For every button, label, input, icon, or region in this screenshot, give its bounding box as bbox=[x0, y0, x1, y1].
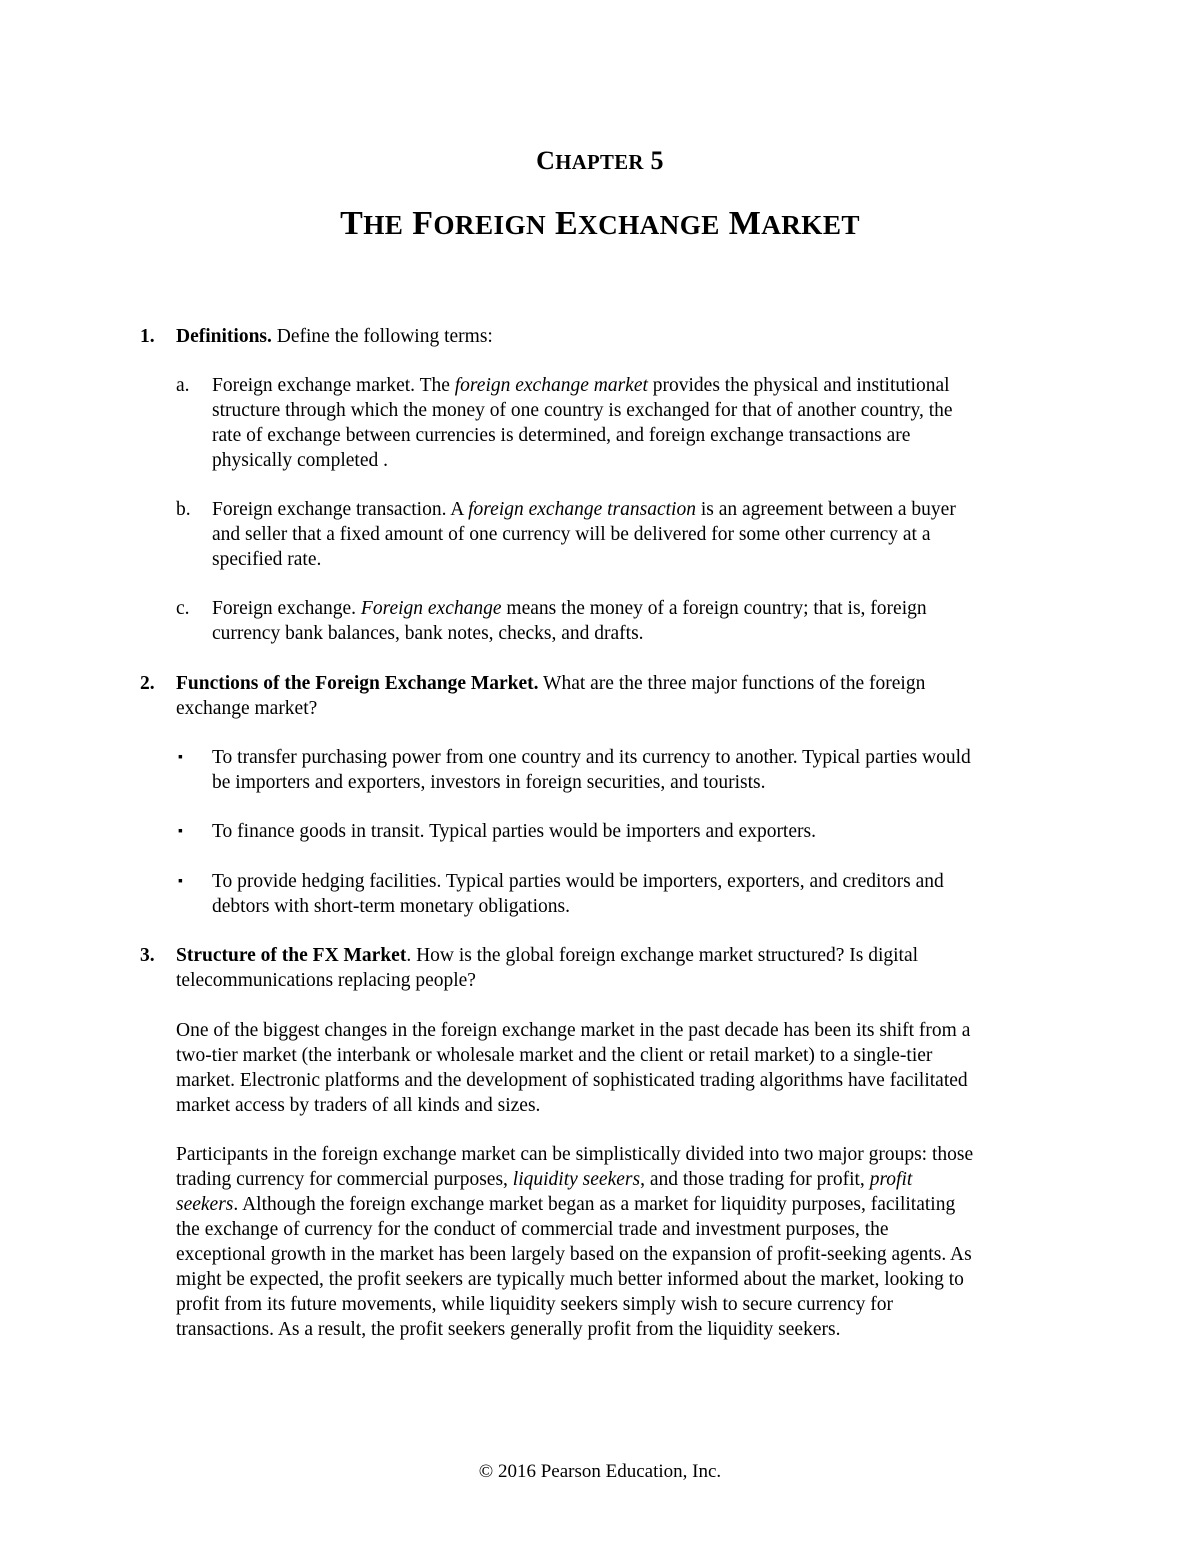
question-heading: Structure of the FX Market bbox=[176, 945, 407, 966]
question-prompt: telecommunications replacing people? bbox=[176, 970, 476, 991]
bullet-text bbox=[212, 819, 1062, 844]
italic-term: foreign exchange market bbox=[454, 375, 648, 396]
bullet-text bbox=[212, 869, 1062, 919]
text-line: To transfer purchasing power from one country and its currency to another. Typical parties would bbox=[212, 747, 971, 768]
text-line: specified rate. bbox=[212, 549, 322, 570]
text-line: currency bank balances, bank notes, checks, and drafts. bbox=[212, 623, 644, 644]
question-text bbox=[176, 324, 1066, 349]
question-prompt: What are the three major functions of the foreign bbox=[538, 673, 926, 694]
question-prompt: exchange market? bbox=[176, 698, 318, 719]
definition-text bbox=[212, 373, 1062, 473]
text-run: , and those trading for profit, bbox=[640, 1169, 870, 1190]
text-line: market. Electronic platforms and the development of sophisticated trading algorithms have facilitated bbox=[176, 1070, 968, 1091]
text-line: exceptional growth in the market has been largely based on the expansion of profit-seeking agents. As bbox=[176, 1244, 972, 1265]
paragraph-text bbox=[176, 1142, 1066, 1342]
italic-term: seekers bbox=[176, 1194, 234, 1215]
text-run: means the money of a foreign country; that is, foreign bbox=[501, 598, 927, 619]
italic-term: Foreign exchange bbox=[360, 598, 502, 619]
text-line: structure through which the money of one country is exchanged for that of another country, the bbox=[212, 400, 953, 421]
copyright-footer: © 2016 Pearson Education, Inc. bbox=[478, 1461, 722, 1482]
chapter-label: CHAPTER 5 bbox=[536, 146, 664, 175]
text-line: rate of exchange between currencies is determined, and foreign exchange transactions are bbox=[212, 425, 911, 446]
question-text bbox=[176, 671, 1066, 721]
text-line: One of the biggest changes in the foreign exchange market in the past decade has been its shift from a bbox=[176, 1020, 971, 1041]
text-run: Foreign exchange market. The bbox=[212, 375, 455, 396]
text-line: profit from its future movements, while liquidity seekers simply wish to secure currency for bbox=[176, 1294, 893, 1315]
question-number: 1. bbox=[140, 326, 155, 347]
item-letter: b. bbox=[176, 499, 191, 520]
square-bullet-icon: ▪ bbox=[178, 750, 183, 765]
text-run: is an agreement between a buyer bbox=[695, 499, 956, 520]
question-prompt: . How is the global foreign exchange market structured? Is digital bbox=[406, 945, 919, 966]
text-line: might be expected, the profit seekers are typically much better informed about the market, looking to bbox=[176, 1269, 964, 1290]
item-letter: a. bbox=[176, 375, 190, 396]
question-heading: Definitions. bbox=[176, 326, 272, 347]
text-line: debtors with short-term monetary obligations. bbox=[212, 896, 570, 917]
text-line: be importers and exporters, investors in foreign securities, and tourists. bbox=[212, 772, 766, 793]
text-line: two-tier market (the interbank or wholesale market and the client or retail market) to a single-tier bbox=[176, 1045, 933, 1066]
question-text bbox=[176, 943, 1066, 993]
chapter-title: THE FOREIGN EXCHANGE MARKET bbox=[340, 205, 860, 242]
text-run: provides the physical and institutional bbox=[647, 375, 950, 396]
definition-text bbox=[212, 497, 1062, 572]
square-bullet-icon: ▪ bbox=[178, 824, 183, 839]
text-run: trading currency for commercial purposes, bbox=[176, 1169, 513, 1190]
text-line: Participants in the foreign exchange market can be simplistically divided into two major groups: those bbox=[176, 1144, 974, 1165]
text-run: Foreign exchange transaction. A bbox=[212, 499, 469, 520]
italic-term: liquidity seekers bbox=[512, 1169, 641, 1190]
question-number: 3. bbox=[140, 945, 155, 966]
text-line: To finance goods in transit. Typical parties would be importers and exporters. bbox=[212, 821, 816, 842]
square-bullet-icon: ▪ bbox=[178, 874, 183, 889]
question-number: 2. bbox=[140, 673, 155, 694]
italic-term: foreign exchange transaction bbox=[468, 499, 696, 520]
question-heading: Functions of the Foreign Exchange Market. bbox=[176, 673, 539, 694]
text-run: . Although the foreign exchange market began as a market for liquidity purposes, facilitating bbox=[233, 1194, 956, 1215]
question-prompt: Define the following terms: bbox=[276, 326, 493, 347]
bullet-text bbox=[212, 745, 1062, 795]
text-line: physically completed . bbox=[212, 450, 388, 471]
text-line: transactions. As a result, the profit seekers generally profit from the liquidity seekers. bbox=[176, 1319, 841, 1340]
text-line: the exchange of currency for the conduct of commercial trade and investment purposes, the bbox=[176, 1219, 889, 1240]
definition-text bbox=[212, 596, 1062, 646]
item-letter: c. bbox=[176, 598, 190, 619]
text-line: and seller that a fixed amount of one currency will be delivered for some other currency at a bbox=[212, 524, 931, 545]
paragraph-text bbox=[176, 1018, 1066, 1118]
text-line: market access by traders of all kinds and sizes. bbox=[176, 1095, 541, 1116]
text-line: To provide hedging facilities. Typical parties would be importers, exporters, and creditors and bbox=[212, 871, 944, 892]
italic-term: profit bbox=[869, 1169, 913, 1190]
text-run: Foreign exchange. bbox=[212, 598, 361, 619]
